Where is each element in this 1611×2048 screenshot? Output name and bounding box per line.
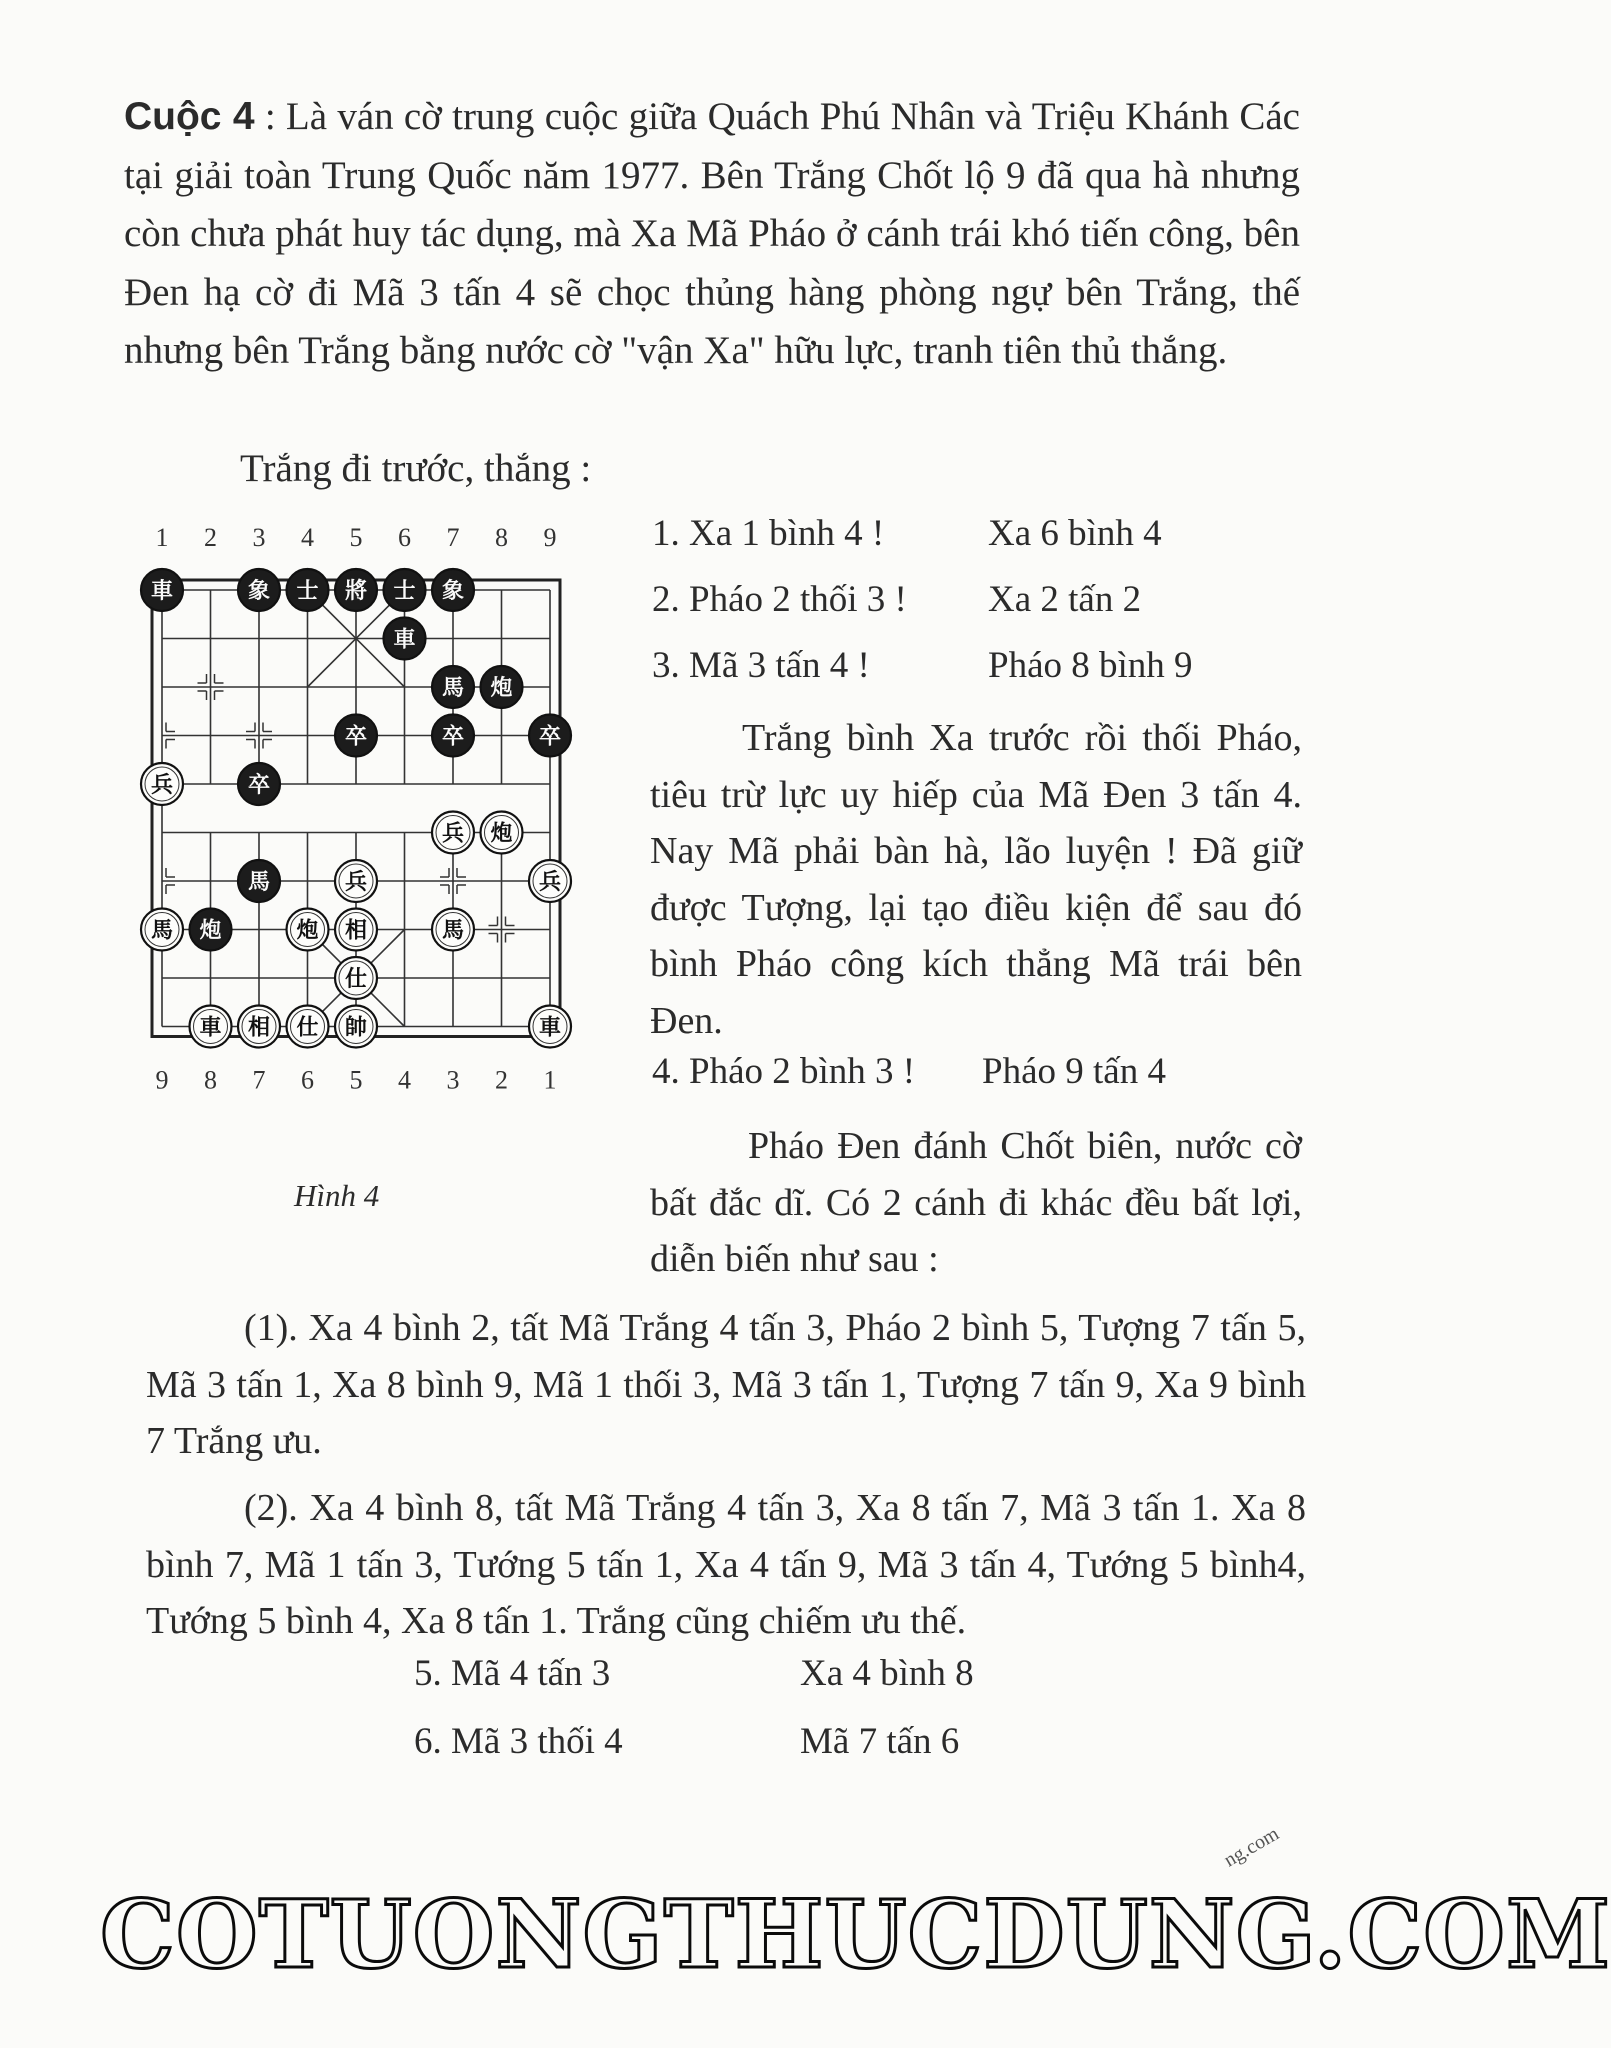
variation-2: (2). Xa 4 bình 8, tất Mã Trắng 4 tấn 3, Xa 8 tấn 7, Mã 3 tấn 1. Xa 8 bình 7, Mã 1 tấn 3, Tướng 5 tấn 1, Xa 4 tấn 9, Mã 3 tấn 4, Tướng 5 bình4, Tướng 5 bình 4, Xa 8 tấn 1. Trắng cũng chiếm ưu thế. [146,1487,1306,1642]
black-piece [190,909,232,951]
intro-paragraph [124,88,1300,381]
black-piece [238,569,280,611]
black-piece [287,569,329,611]
piece-glyph: 炮 [490,821,513,847]
piece-glyph: 卒 [344,724,368,750]
piece-glyph: 仕 [296,1015,319,1041]
piece-glyph: 兵 [441,821,465,847]
red-piece [432,909,474,951]
red-piece [335,909,377,951]
piece-glyph: 車 [199,1015,222,1041]
black-move: Xa 6 bình 4 [988,513,1162,554]
red-piece [529,860,571,902]
black-piece [481,666,523,708]
piece-glyph: 象 [247,579,271,604]
black-piece [238,763,280,805]
white-move: 2. Pháo 2 thối 3 ! [652,579,907,620]
file-label-bottom: 1 [543,1065,557,1095]
move-5-black: Xa 4 bình 8 [800,1653,974,1694]
commentary-2: Pháo Đen đánh Chốt biên, nước cờ bất đắc dĩ. Có 2 cánh đi khác đều bất lợi, diễn biến như sau : [650,1125,1302,1280]
black-piece [335,569,377,611]
black-piece [432,569,474,611]
file-label-top: 9 [543,523,557,552]
piece-glyph: 相 [247,1015,271,1041]
variation-1: (1). Xa 4 bình 2, tất Mã Trắng 4 tấn 3, Pháo 2 bình 5, Tượng 7 tấn 5, Mã 3 tấn 1, Xa 8 bình 9, Mã 1 thối 3, Mã 3 tấn 1, Tượng 7 tấn 9, Xa 9 bình 7 Trắng ưu. [146,1307,1306,1462]
black-move: Xa 2 tấn 2 [988,579,1142,620]
white-move: 4. Pháo 2 bình 3 ! [652,1051,916,1092]
white-move: 1. Xa 1 bình 4 ! [652,513,885,554]
piece-glyph: 馬 [441,676,465,701]
file-label-top: 7 [446,523,460,552]
file-label-bottom: 8 [204,1065,217,1095]
watermark-text: ng.com [1220,1822,1283,1872]
red-piece [287,1006,329,1048]
red-piece [481,812,523,854]
red-piece [238,1006,280,1048]
file-label-bottom: 3 [446,1065,460,1095]
black-piece [384,618,426,660]
black-piece [432,666,474,708]
file-label-bottom: 9 [155,1065,169,1095]
move-6-black: Mã 7 tấn 6 [800,1721,960,1762]
file-label-bottom: 4 [398,1065,411,1095]
red-piece [529,1006,571,1048]
intro-text: : Là ván cờ trung cuộc giữa Quách Phú Nhân và Triệu Khánh Các tại giải toàn Trung Quốc năm 1977. Bên Trắng Chốt lộ 9 đã qua hà nhưng còn chưa phát huy tác dụng, mà Xa Mã Pháo ở cánh trái khó tiến công, bên Đen hạ cờ đi Mã 3 tấn 4 sẽ chọc thủng hàng phòng ngự bên Trắng, thế nhưng bên Trắng bằng nước cờ "vận Xa" hữu lực, tranh tiên thủ thắng. [124,95,1300,372]
file-label-top: 3 [252,523,266,552]
figure-caption: Hình 4 [294,1178,380,1213]
piece-glyph: 馬 [247,870,271,895]
piece-glyph: 炮 [199,918,222,944]
piece-glyph: 卒 [247,773,271,798]
file-label-top: 4 [301,523,314,552]
file-label-top: 5 [349,523,363,552]
red-piece [287,909,329,951]
file-label-top: 6 [398,523,411,552]
piece-glyph: 仕 [344,967,368,992]
white-move: 3. Mã 3 tấn 4 ! [652,645,870,686]
piece-glyph: 卒 [538,724,562,750]
xiangqi-board [134,524,574,1144]
file-label-bottom: 5 [349,1065,363,1095]
file-label-bottom: 6 [301,1065,314,1095]
move-5-white: 5. Mã 4 tấn 3 [414,1653,611,1694]
red-piece [141,763,183,805]
piece-glyph: 車 [150,579,174,604]
commentary-1: Trắng bình Xa trước rồi thối Pháo, tiêu trừ lực uy hiếp của Mã Đen 3 tấn 4. Nay Mã phải bàn hà, lão luyện ! Đã giữ được Tượng, lại tạo điều kiện để sau đó bình Pháo công kích thẳng Mã trái bên Đen. [650,717,1302,1042]
piece-glyph: 車 [393,627,416,653]
puzzle-number: Cuộc 4 [124,95,255,138]
red-piece [335,957,377,999]
xiangqi-diagram [134,524,574,1144]
piece-glyph: 馬 [150,918,174,944]
red-piece [190,1006,232,1048]
red-piece [432,812,474,854]
site-banner [100,1880,1611,1990]
piece-glyph: 兵 [150,773,174,798]
file-label-top: 1 [155,523,169,552]
piece-glyph: 兵 [344,870,368,895]
task-heading: Trắng đi trước, thắng : [240,447,592,490]
file-label-bottom: 7 [252,1065,266,1095]
black-piece [141,569,183,611]
black-piece [335,715,377,757]
piece-glyph: 相 [344,918,368,944]
piece-glyph: 士 [296,579,319,604]
black-piece [384,569,426,611]
file-label-top: 8 [495,523,508,552]
black-move: Pháo 8 bình 9 [988,645,1193,686]
file-label-top: 2 [204,523,217,552]
red-piece [335,1006,377,1048]
piece-glyph: 卒 [441,724,465,750]
piece-glyph: 象 [441,579,465,604]
red-piece [335,860,377,902]
site-banner-text: COTUONGTHUCDUNG.COM [100,1880,1611,1990]
piece-glyph: 炮 [296,918,319,944]
file-label-bottom: 2 [495,1065,508,1095]
black-move: Pháo 9 tấn 4 [982,1051,1166,1092]
piece-glyph: 兵 [538,870,562,895]
black-piece [432,715,474,757]
black-piece [238,860,280,902]
piece-glyph: 車 [538,1015,562,1041]
piece-glyph: 將 [344,579,368,604]
black-piece [529,715,571,757]
move-6-white: 6. Mã 3 thối 4 [414,1721,623,1762]
piece-glyph: 士 [393,579,416,604]
red-piece [141,909,183,951]
piece-glyph: 馬 [441,918,465,944]
piece-glyph: 炮 [490,676,513,701]
piece-glyph: 帥 [344,1015,368,1041]
